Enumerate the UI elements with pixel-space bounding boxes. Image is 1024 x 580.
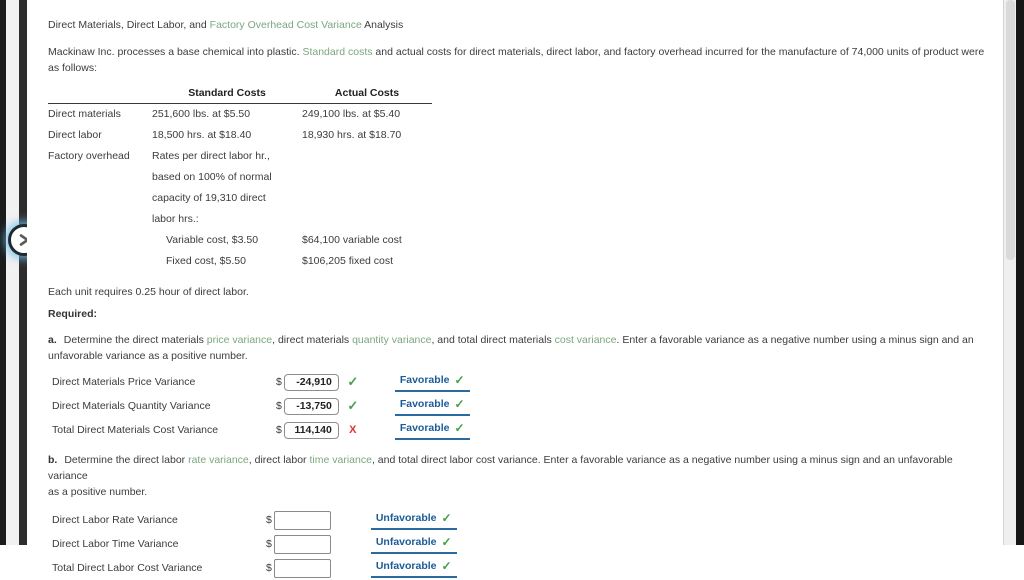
- text: Determine the direct materials: [63, 334, 207, 346]
- left-gutter: [6, 0, 19, 545]
- problem-content: [27, 0, 1003, 574]
- currency-symbol: $: [276, 376, 282, 388]
- text: as a positive number.: [48, 486, 148, 498]
- table-row-factory-overhead: [48, 146, 432, 230]
- text: , and total direct materials: [431, 334, 555, 346]
- dm-quantity-variance-select[interactable]: [395, 397, 470, 416]
- answer-row-dl-rate-variance: [48, 508, 989, 532]
- text: . Enter a favorable variance as a negative number using a minus sign and an: [616, 334, 974, 346]
- intro-text-line2: as follows:: [48, 62, 98, 74]
- scrollbar-thumb[interactable]: [1006, 0, 1015, 260]
- table-header-row: [48, 86, 432, 104]
- requirement-a-marker: a.: [48, 334, 57, 346]
- intro-link-standard-costs[interactable]: Standard costs: [302, 46, 373, 58]
- table-header-actual-costs: Actual Costs: [302, 86, 432, 104]
- requirement-b-marker: b.: [48, 454, 58, 466]
- row-label: Direct labor: [48, 129, 102, 141]
- table-row-fixed-cost: [48, 251, 432, 272]
- answer-row-dl-total-cost-variance: [48, 556, 989, 580]
- dm-price-variance-select[interactable]: [395, 373, 470, 392]
- select-value: Favorable: [399, 373, 450, 386]
- currency-symbol: $: [266, 538, 272, 550]
- select-value: Favorable: [399, 397, 450, 410]
- requirement-b-text: [48, 452, 989, 500]
- link-cost-variance[interactable]: cost variance: [554, 334, 617, 346]
- select-correct-check-icon: ✓: [441, 510, 452, 525]
- text: , direct labor: [248, 454, 310, 466]
- intro-text-rest: and actual costs for direct materials, direct labor, and factory overhead incurred for the manufacture of 74,000 units of product were: [372, 46, 985, 58]
- dm-price-variance-input[interactable]: [284, 374, 339, 391]
- page-title: [48, 17, 989, 33]
- section-b-answers: [48, 508, 989, 580]
- dl-rate-variance-select[interactable]: [371, 511, 457, 530]
- select-correct-check-icon: ✓: [454, 396, 465, 411]
- currency-symbol: $: [266, 562, 272, 574]
- actual-cost-cell: $64,100 variable cost: [302, 234, 402, 246]
- intro-paragraph: [48, 44, 989, 76]
- dm-quantity-variance-input[interactable]: [284, 398, 339, 415]
- intro-text: Mackinaw Inc. processes a base chemical into plastic.: [48, 46, 303, 58]
- title-link-factory-overhead-cost-variance[interactable]: Factory Overhead Cost Variance: [209, 19, 362, 31]
- row-label: [48, 251, 152, 272]
- row-label: Total Direct Materials Cost Variance: [52, 424, 219, 436]
- row-label: Direct Labor Time Variance: [52, 538, 179, 550]
- standard-cost-cell: 18,500 hrs. at $18.40: [152, 129, 252, 141]
- select-correct-check-icon: ✓: [441, 558, 452, 573]
- standard-cost-cell: Fixed cost, $5.50: [166, 255, 246, 267]
- link-rate-variance[interactable]: rate variance: [188, 454, 249, 466]
- dl-time-variance-select[interactable]: [371, 535, 457, 554]
- select-correct-check-icon: ✓: [441, 534, 452, 549]
- actual-cost-cell: 18,930 hrs. at $18.70: [302, 129, 402, 141]
- answer-row-dm-total-cost-variance: [48, 418, 989, 442]
- select-value: Unfavorable: [375, 511, 437, 524]
- dl-time-variance-input[interactable]: [274, 535, 331, 554]
- answer-row-dl-time-variance: [48, 532, 989, 556]
- select-value: Unfavorable: [375, 559, 437, 572]
- table-header-blank: [48, 86, 152, 104]
- currency-symbol: $: [276, 400, 282, 412]
- table-row-direct-materials: [48, 104, 432, 126]
- costs-table: [48, 86, 432, 272]
- select-value: Favorable: [399, 421, 450, 434]
- standard-cost-cell: 251,600 lbs. at $5.50: [152, 108, 251, 120]
- row-label: Direct Labor Rate Variance: [52, 514, 178, 526]
- section-a-answers: [48, 370, 989, 442]
- standard-cost-cell: Rates per direct labor hr., based on 100% of normal capacity of 19,310 direct labor hrs.:: [152, 150, 272, 225]
- text: , and total direct labor cost variance. Enter a favorable variance as a negative number using a minus sign and an unfavorable variance: [48, 454, 953, 482]
- requirement-a-text: [48, 332, 989, 364]
- vertical-scrollbar[interactable]: [1003, 0, 1016, 545]
- incorrect-x-icon: X: [349, 424, 357, 436]
- currency-symbol: $: [266, 514, 272, 526]
- actual-cost-cell: $106,205 fixed cost: [302, 255, 394, 267]
- title-text: Direct Materials, Direct Labor, and: [48, 19, 210, 31]
- row-label: Direct Materials Price Variance: [52, 376, 196, 388]
- row-label: Factory overhead: [48, 150, 130, 162]
- table-row-variable-cost: [48, 230, 432, 251]
- select-correct-check-icon: ✓: [454, 420, 465, 435]
- dm-total-cost-variance-input[interactable]: [284, 422, 339, 439]
- dl-total-cost-variance-select[interactable]: [371, 559, 457, 578]
- link-time-variance[interactable]: time variance: [309, 454, 372, 466]
- row-label: [48, 230, 152, 251]
- text: Determine the direct labor: [64, 454, 189, 466]
- dl-rate-variance-input[interactable]: [274, 511, 331, 530]
- unit-note: Each unit requires 0.25 hour of direct labor.: [48, 286, 249, 298]
- table-header-standard-costs: Standard Costs: [152, 86, 302, 104]
- row-label: Direct Materials Quantity Variance: [52, 400, 211, 412]
- actual-cost-cell: [302, 146, 432, 230]
- link-price-variance[interactable]: price variance: [206, 334, 273, 346]
- window-right-edge: [1016, 0, 1024, 545]
- answer-row-dm-price-variance: [48, 370, 989, 394]
- text: , direct materials: [272, 334, 353, 346]
- collapsed-sidebar-bar: [19, 0, 27, 545]
- row-label: Direct materials: [48, 108, 121, 120]
- title-text-suffix: Analysis: [361, 19, 404, 31]
- answer-row-dm-quantity-variance: [48, 394, 989, 418]
- row-label: Total Direct Labor Cost Variance: [52, 562, 203, 574]
- dm-total-cost-variance-select[interactable]: [395, 421, 470, 440]
- standard-cost-cell: Variable cost, $3.50: [166, 234, 259, 246]
- currency-symbol: $: [276, 424, 282, 436]
- correct-check-icon: ✓: [347, 374, 359, 389]
- text: unfavorable variance as a positive number.: [48, 350, 248, 362]
- actual-cost-cell: 249,100 lbs. at $5.40: [302, 108, 401, 120]
- dl-total-cost-variance-input[interactable]: [274, 559, 331, 578]
- select-correct-check-icon: ✓: [454, 372, 465, 387]
- select-value: Unfavorable: [375, 535, 437, 548]
- link-quantity-variance[interactable]: quantity variance: [352, 334, 432, 346]
- table-row-direct-labor: [48, 125, 432, 146]
- required-label: Required:: [48, 308, 98, 320]
- correct-check-icon: ✓: [347, 398, 359, 413]
